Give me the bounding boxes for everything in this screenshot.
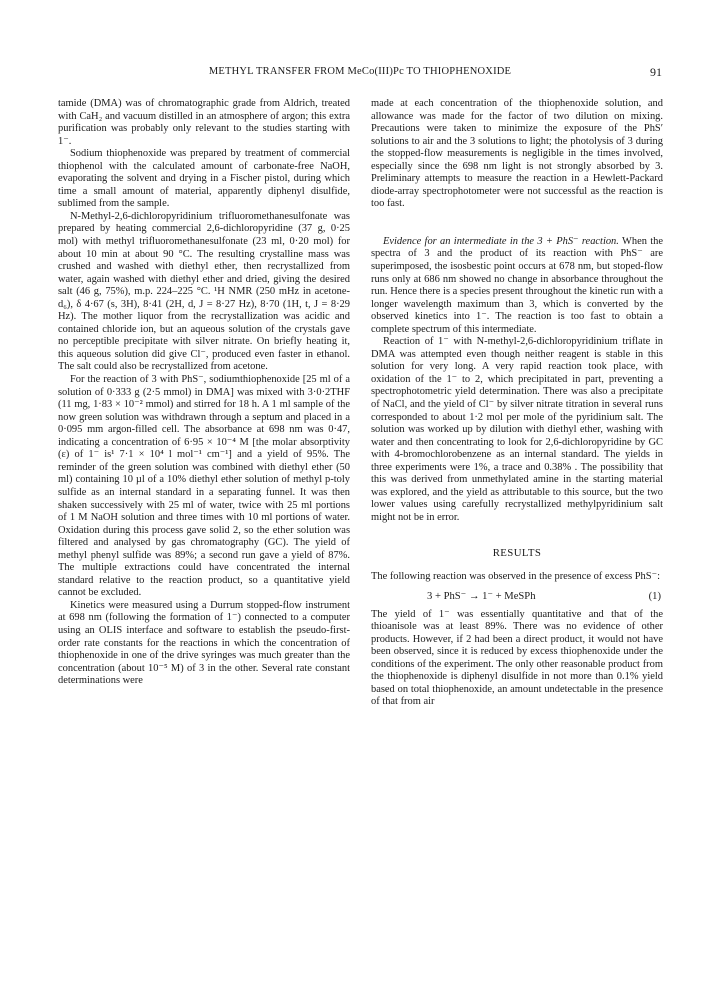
paragraph: Sodium thiophenoxide was prepared by treatment of commercial thiophenol with the calculated amount of carbonate-free NaOH, evaporating the solvent and drying in a Fischer pistol, during which time a small amount of material, apparently diphenyl disulfide, sublimed from the sample.	[58, 148, 350, 210]
paragraph-intermediate	[371, 236, 663, 336]
paragraph-lead: Evidence for an intermediate in the 3 + PhS⁻ reaction.	[383, 235, 619, 247]
paragraph: made at each concentration of the thiophenoxide solution, and allowance was made for the factor of two dilution on mixing. Precautions were taken to minimize the exposure of the PhS′ solutions to air and the 3 solutions to light; the photolysis of 3 during the stopped-flow measurements is negligible in the times involved, especially since the 698 nm light is not strongly absorbed by 3. Preliminary attempts to measure the reaction in a Hewlett-Packard diode-array spectrophotometer were not successful as the reaction is too fast.	[371, 98, 663, 210]
paragraph: The following reaction was observed in the presence of excess PhS⁻:	[371, 571, 660, 583]
equation	[371, 589, 663, 605]
paragraph: Reaction of 1⁻ with N-methyl-2,6-dichloropyridinium triflate in DMA was attempted even though neither reagent is stable in this solution for very long. A very rapid reaction took place, with oxidation of the 1⁻ to 2, which precipitated in part, preventing a spectrophotometric yield determination. There was also a precipitate of NaCl, and the yield of Cl⁻ by silver nitrate titration in several runs corresponded to about 1·2 mol per mole of the pyridinium salt. The solution was worked up by dilution with diethyl ether, washing with water and then concentrating to look for 2,6-dichloropyridine by GC with 4-bromochlorobenzene as an internal standard. The yields in three experiments were 1%, a trace and 0.38% . The possibility that this was derived from unmethylated amine in the starting material was explored, and the yield as attributable to this source, but the two lower values using carefully recrystallized methylpyridinium salt might not be in error.	[371, 336, 663, 523]
paragraph: tamide (DMA) was of chromatographic grade from Aldrich, treated with CaH₂ and vacuum distilled in an atmosphere of argon; this extra purification was probably only relevant to the studies starting with 1⁻.	[58, 98, 350, 147]
equation-number: (1)	[648, 590, 661, 602]
equation-body: 3 + PhS⁻ → 1⁻ + MeSPh	[427, 590, 536, 602]
left-column	[58, 98, 350, 688]
running-head: METHYL TRANSFER FROM MeCo(III)Pc TO THIOPHENOXIDE	[208, 66, 512, 77]
paragraph: N-Methyl-2,6-dichloropyridinium trifluoromethanesulfonate was prepared by heating commercial 2,6-dichloropyridine (37 g, 0·25 mol) with methyl trifluoromethanesulfonate (23 ml, 0·20 mol) for about 10 min at about 90 °C. The resulting crystalline mass was crushed and washed with diethyl ether, then recrystallized from water, again washed with diethyl ether and dried, giving the desired salt (46 g, 75%), m.p. 224–225 °C. ¹H NMR (250 mHz in acetone-d₆), δ 4·67 (s, 3H), 8·41 (2H, d, J = 8·27 Hz), 8·70 (1H, t, J = 8·29 Hz). The mother liquor from the recrystallization was acidic and contained chloride ion, but an aqueous solution of the crystals gave no perceptible precipitate with silver nitrate. On briefly heating it, this aqueous solution did give Cl⁻, produced even faster in ethanol. The salt could also be recrystallized from acetone.	[58, 210, 350, 373]
paragraph: Kinetics were measured using a Durrum stopped-flow instrument at 698 nm (following the formation of 1⁻) connected to a computer using an OLIS interface and software to establish the pseudo-first-order rate constants for the reactions in which the concentration of thiophenoxide in one of the drive syringes was much greater than the concentration (about 10⁻⁵ M) of 3 in the other. Several rate constant determinations were	[58, 599, 350, 687]
section-heading-results: RESULTS	[492, 546, 542, 559]
right-column	[371, 98, 663, 709]
paragraph: The yield of 1⁻ was essentially quantitative and that of the thioanisole was at least 89%. There was no evidence of other products. However, if 2 had been a direct product, it would not have been observed, since it is reduced by excess thiophenoxide under the conditions of the experiment. The only other reasonable product from the thiophenoxide is diphenyl disulfide in not more than 0.1% yield based on total thiophenoxide, an amount undetectable in the presence of that from air	[371, 608, 663, 708]
paragraph-body: When the spectra of 3 and the product of its reaction with PhS⁻ are superimposed, the isosbestic point occurs at 678 nm, but stoped-flow runs only at 686 nm showed no change in absorbance throughout the run. Hence there is a species present throughout the kinetic run with a longer wavelength maximum than 3, which is converted by the observed kinetics into 1⁻. The reaction is too fast to obtain a complete spectrum of this intermediate.	[371, 235, 663, 335]
page-number: 91	[650, 65, 662, 79]
running-header	[58, 66, 662, 82]
paragraph: For the reaction of 3 with PhS⁻, sodiumthiophenoxide [25 ml of a solution of 0·333 g (2·5 mmol) in DMA] was mixed with 3·0·2THF (11 mg, 1·83 × 10⁻² mmol) and stirred for 18 h. A 1 ml sample of the now green solution was withdrawn through a septum and placed in a 0·095 mm argon-filled cell. The absorbance at 698 nm was 0·47, indicating a concentration of 6·95 × 10⁻⁴ M [the molar absorptivity (ε) of 1⁻ is¹ 7·1 × 10⁴ l mol⁻¹ cm⁻¹] and a yield of 95%. The reminder of the green solution was combined with diethyl ether (50 ml) containing 10 µl of a 10% diethyl ether solution of methyl p-toly sulfide as an internal standard in a separating funnel. It was then shaken successively with 25 ml of water, twice with 25 ml portions of 1 M NaOH solution and three times with 10 ml portions of water. Oxidation during this process gave solid 2, so the ether solution was filtered and analysed by gas chromatography (GC). The yield of methyl phenyl sulfide was 89%; a second run gave a yield of 87%. The multiple extractions could have concentrated the internal standard relative to the reaction product, so a quantitative yield cannot be excluded.	[58, 374, 350, 599]
